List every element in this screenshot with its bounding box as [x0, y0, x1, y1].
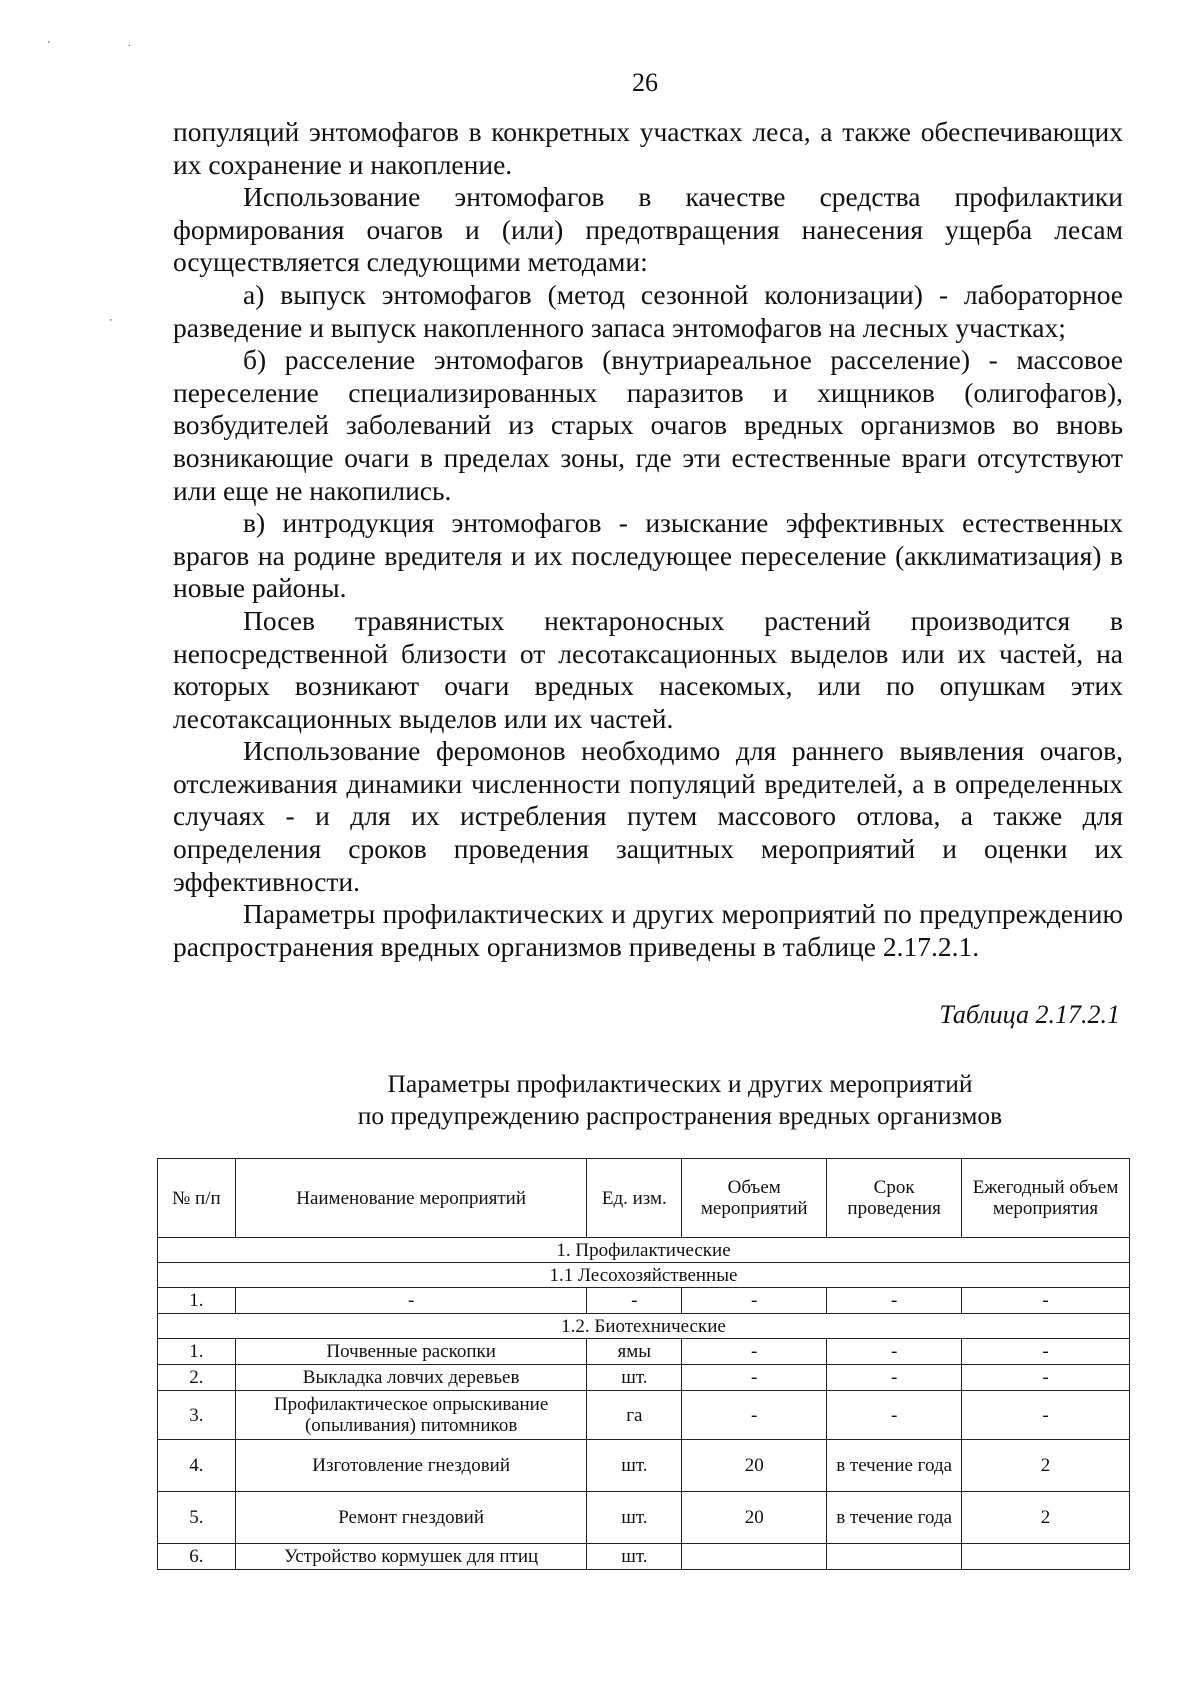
cell-name: Устройство кормушек для птиц: [235, 1544, 587, 1570]
paragraph: популяций энтомофагов в конкретных участках леса, а также обеспечивающих их сохранение и накопление.: [173, 116, 1123, 180]
paragraph: а) выпуск энтомофагов (метод сезонной колонизации) - лабораторное разведение и выпуск накопленного запаса энтомофагов на лесных участках;: [173, 278, 1123, 343]
cell-unit: шт.: [587, 1440, 682, 1492]
cell-name: Выкладка ловчих деревьев: [235, 1365, 587, 1391]
cell-volume: 20: [682, 1492, 827, 1544]
cell-unit: -: [587, 1288, 682, 1314]
table-title: [230, 1068, 1130, 1132]
paragraph: Использование феромонов необходимо для раннего выявления очагов, отслеживания динамики численности популяций вредителей, а в определенных случаях - и для их истребления путем массового отлова, а также для определения сроков проведения защитных мероприятий и оценки их эффективности.: [173, 735, 1123, 897]
table-title-line: по предупреждению распространения вредных организмов: [357, 1101, 1003, 1130]
header-term: Срок проведения: [827, 1159, 962, 1238]
measures-table: [157, 1158, 1130, 1570]
cell-num: 4.: [158, 1440, 236, 1492]
cell-term: -: [827, 1391, 962, 1440]
paragraph: Параметры профилактических и других мероприятий по предупреждению распространения вредных организмов приведены в таблице 2.17.2.1.: [173, 898, 1123, 962]
paragraph: в) интродукция энтомофагов - изыскание эффективных естественных врагов на родине вредителя и их последующее переселение (акклиматизация) в новые районы.: [173, 507, 1123, 604]
table-title-line: Параметры профилактических и других мероприятий: [387, 1069, 973, 1098]
cell-unit: ямы: [587, 1339, 682, 1365]
header-name: Наименование мероприятий: [235, 1159, 587, 1238]
cell-term: -: [827, 1288, 962, 1314]
cell-volume: -: [682, 1391, 827, 1440]
table-caption: Таблица 2.17.2.1: [939, 1000, 1120, 1029]
cell-annual: 2: [962, 1440, 1130, 1492]
cell-name: Почвенные раскопки: [235, 1339, 587, 1365]
body-text: [173, 116, 1123, 963]
cell-name: -: [235, 1288, 587, 1314]
cell-num: 3.: [158, 1391, 236, 1440]
cell-num: 5.: [158, 1492, 236, 1544]
cell-num: 1.: [158, 1339, 236, 1365]
section-row: [158, 1238, 1130, 1263]
cell-annual: [962, 1544, 1130, 1570]
cell-volume: -: [682, 1288, 827, 1314]
table-row: [158, 1391, 1130, 1440]
header-annual: Ежегодный объем мероприятия: [962, 1159, 1130, 1238]
table-row: [158, 1365, 1130, 1391]
cell-name: Изготовление гнездовий: [235, 1440, 587, 1492]
cell-volume: 20: [682, 1440, 827, 1492]
cell-annual: -: [962, 1339, 1130, 1365]
cell-unit: шт.: [587, 1544, 682, 1570]
cell-volume: -: [682, 1365, 827, 1391]
table-row: [158, 1492, 1130, 1544]
section-title: 1.2. Биотехнические: [158, 1314, 1130, 1339]
table-header-row: [158, 1159, 1130, 1238]
header-num: № п/п: [158, 1159, 236, 1238]
cell-num: 1.: [158, 1288, 236, 1314]
cell-num: 2.: [158, 1365, 236, 1391]
cell-unit: шт.: [587, 1492, 682, 1544]
section-row: [158, 1263, 1130, 1288]
cell-annual: 2: [962, 1492, 1130, 1544]
paragraph: Использование энтомофагов в качестве средства профилактики формирования очагов и (или) предотвращения нанесения ущерба лесам осуществляется следующими методами:: [173, 181, 1123, 278]
page-number: 26: [632, 68, 658, 97]
cell-term: в течение года: [827, 1440, 962, 1492]
cell-unit: шт.: [587, 1365, 682, 1391]
table-row: [158, 1288, 1130, 1314]
cell-volume: [682, 1544, 827, 1570]
header-volume: Объем мероприятий: [682, 1159, 827, 1238]
table-row: [158, 1440, 1130, 1492]
header-unit: Ед. изм.: [587, 1159, 682, 1238]
table-row: [158, 1544, 1130, 1570]
table-row: [158, 1339, 1130, 1365]
paragraph: б) расселение энтомофагов (внутриареальное расселение) - массовое переселение специализированных паразитов и хищников (олигофагов), возбудителей заболеваний из старых очагов вредных организмов во вновь возникающие очаги в пределах зоны, где эти естественные враги отсутствуют или еще не накопились.: [173, 344, 1123, 506]
cell-term: в течение года: [827, 1492, 962, 1544]
cell-unit: га: [587, 1391, 682, 1440]
cell-annual: -: [962, 1365, 1130, 1391]
cell-name: Профилактическое опрыскивание (опыливания) питомников: [235, 1391, 587, 1440]
cell-term: -: [827, 1339, 962, 1365]
cell-name: Ремонт гнездовий: [235, 1492, 587, 1544]
paragraph: Посев травянистых нектароносных растений производится в непосредственной близости от лесотаксационных выделов или их частей, на которых возникают очаги вредных насекомых, или по опушкам этих лесотаксационных выделов или их частей.: [173, 604, 1123, 734]
cell-annual: -: [962, 1391, 1130, 1440]
section-row: [158, 1314, 1130, 1339]
cell-term: [827, 1544, 962, 1570]
section-title: 1. Профилактические: [158, 1238, 1130, 1263]
cell-volume: -: [682, 1339, 827, 1365]
cell-annual: -: [962, 1288, 1130, 1314]
cell-num: 6.: [158, 1544, 236, 1570]
cell-term: -: [827, 1365, 962, 1391]
section-title: 1.1 Лесохозяйственные: [158, 1263, 1130, 1288]
